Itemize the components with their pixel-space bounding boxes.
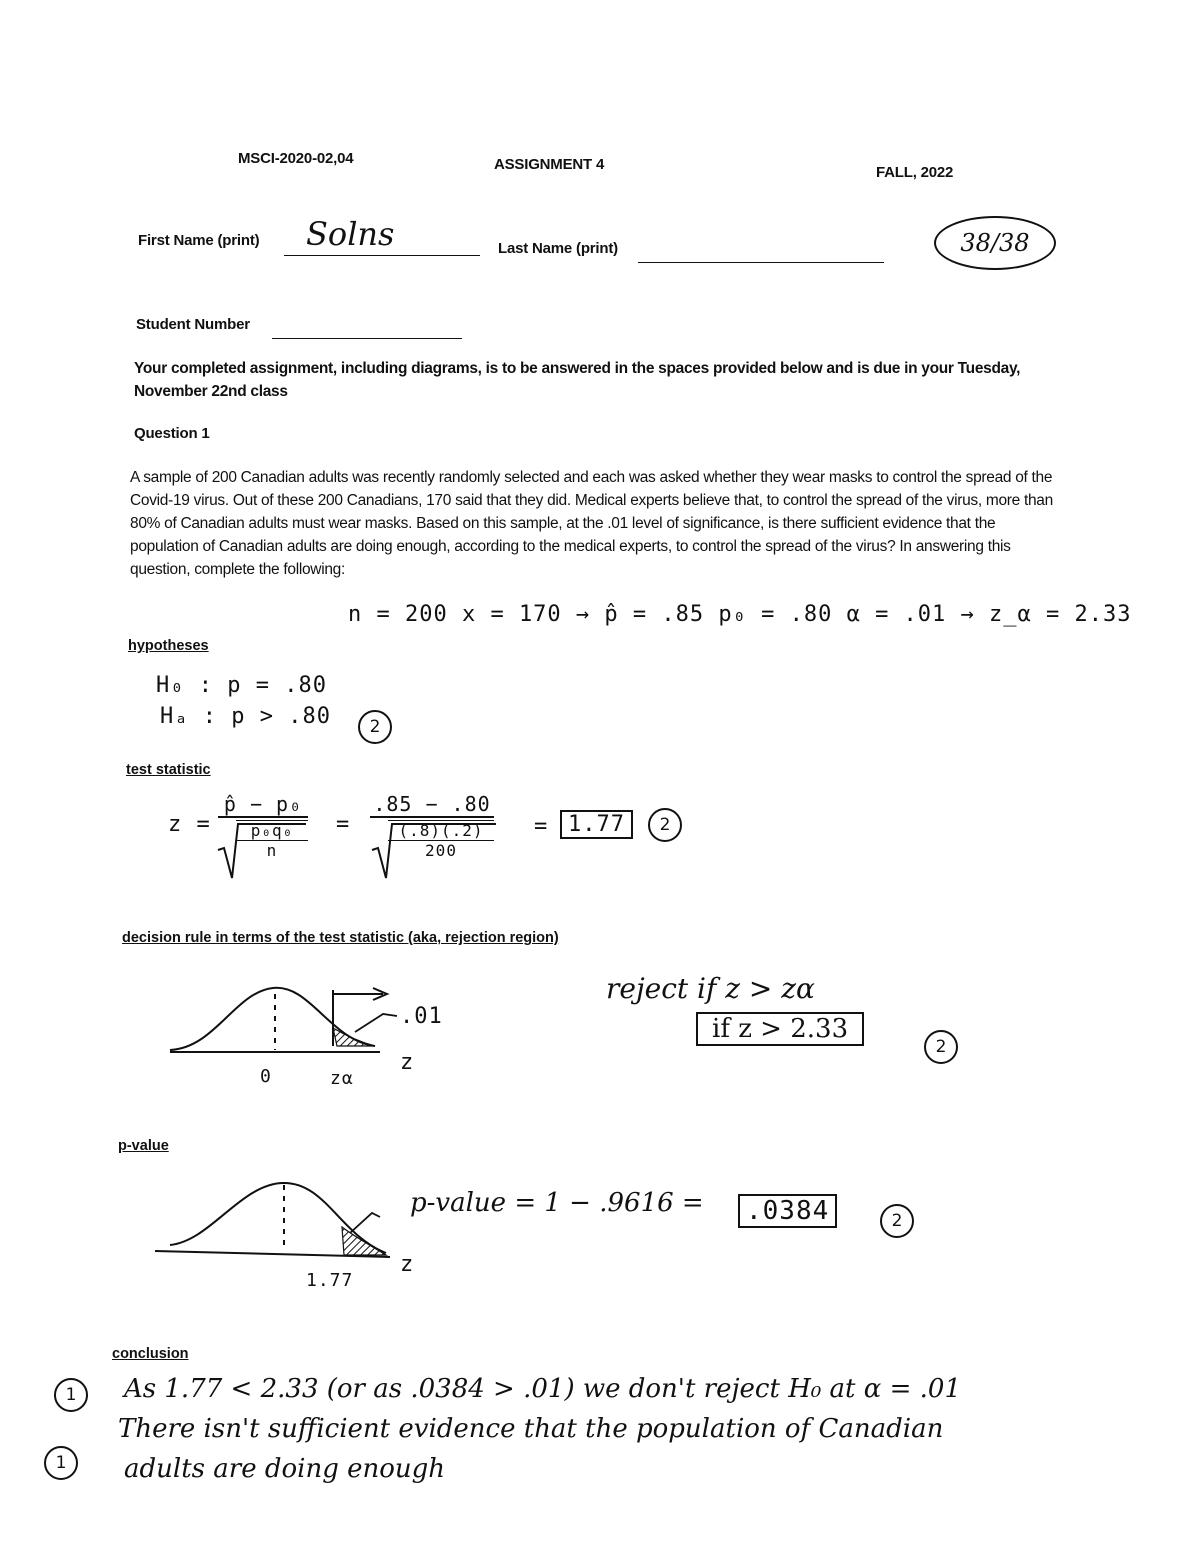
hypotheses-heading: hypotheses [128,638,209,654]
test-statistic-heading: test statistic [126,762,211,778]
test-statistic-marks: 2 [648,808,682,842]
question-text: A sample of 200 Canadian adults was recently randomly selected and each was asked whether they wear masks to control the spread of the Covid-19 virus. Out of these 200 Canadians, 170 said that they did. Medical experts believe that, to control the spread of the virus, more than 80% of Canadian adults must wear masks. Based on this sample, at the .01 level of significance, is there sufficient evidence that the population of Canadian adults are doing enough, according to the medical experts, to control the spread of the virus? In answering this question, complete the following: [130,469,1053,578]
radical-signs [210,820,510,880]
conclusion-mark-2: 1 [44,1446,78,1480]
term-label: FALL, 2022 [876,164,954,181]
conclusion-line-3: adults are doing enough [124,1454,446,1484]
student-number-label: Student Number [136,316,250,333]
formula-denominator-bottom: n [266,841,278,860]
conclusion-line-1: As 1.77 < 2.33 (or as .0384 > .01) we don't reject H₀ at α = .01 [124,1374,961,1404]
test-statistic-result: 1.77 [560,810,633,839]
score-value: 38/38 [960,229,1030,257]
z-symbol: z = [168,812,211,837]
conclusion-line-2: There isn't sufficient evidence that the population of Canadian [118,1414,944,1444]
p-value-marks: 2 [880,1204,914,1238]
instructions: Your completed assignment, including diagrams, is to be answered in the spaces provided below and is due in your Tuesday, November 22nd class [134,360,1021,400]
last-name-label: Last Name (print) [498,240,618,257]
first-name-field[interactable] [284,213,480,256]
decision-rule-marks: 2 [924,1030,958,1064]
p-value-result: .0384 [738,1194,837,1228]
formula-numerator: p̂ − p₀ [218,792,308,818]
first-name-value: Solns [306,215,395,253]
z-axis-label: z [400,1050,415,1075]
p-value-calculation: p-value = 1 − .9616 = [410,1188,704,1218]
course-code: MSCI-2020-02,04 [238,150,354,167]
student-number-field[interactable] [272,318,462,339]
alt-hypothesis: Hₐ : p > .80 [160,704,331,729]
question-givens: n = 200 x = 170 → p̂ = .85 p₀ = .80 α = .01 → z_α = 2.33 [348,602,1132,627]
tick-z-alpha: zα [330,1068,354,1089]
p-value-z-axis-label: z [400,1252,415,1277]
conclusion-heading: conclusion [112,1346,189,1362]
rejection-region-curve [165,980,465,1090]
conclusion-mark-1: 1 [54,1378,88,1412]
p-value-heading: p-value [118,1138,169,1154]
last-name-field[interactable] [638,240,884,263]
first-name-label: First Name (print) [138,232,260,249]
alpha-label: .01 [400,1004,443,1029]
numeric-numerator: .85 − .80 [370,792,494,818]
reject-rule: reject if z > zα [606,972,815,1005]
numeric-denominator-bottom: 200 [425,841,457,860]
hypotheses-marks: 2 [358,710,392,744]
equals-sign: = [336,812,351,837]
numeric-denominator-top: (.8)(.2) [388,820,494,841]
p-value-tick: 1.77 [306,1270,354,1291]
reject-rule-boxed: if z > 2.33 [696,1012,864,1046]
tick-zero: 0 [260,1066,272,1087]
decision-rule-heading: decision rule in terms of the test statistic (aka, rejection region) [122,930,559,946]
null-hypothesis: H₀ : p = .80 [156,673,327,698]
assignment-title: ASSIGNMENT 4 [494,156,605,173]
question-title: Question 1 [134,425,210,442]
p-value-curve [150,1175,430,1285]
score-circle [934,216,1056,270]
formula-denominator-top: p₀q₀ [236,820,308,841]
equals-sign-2: = [534,814,549,839]
